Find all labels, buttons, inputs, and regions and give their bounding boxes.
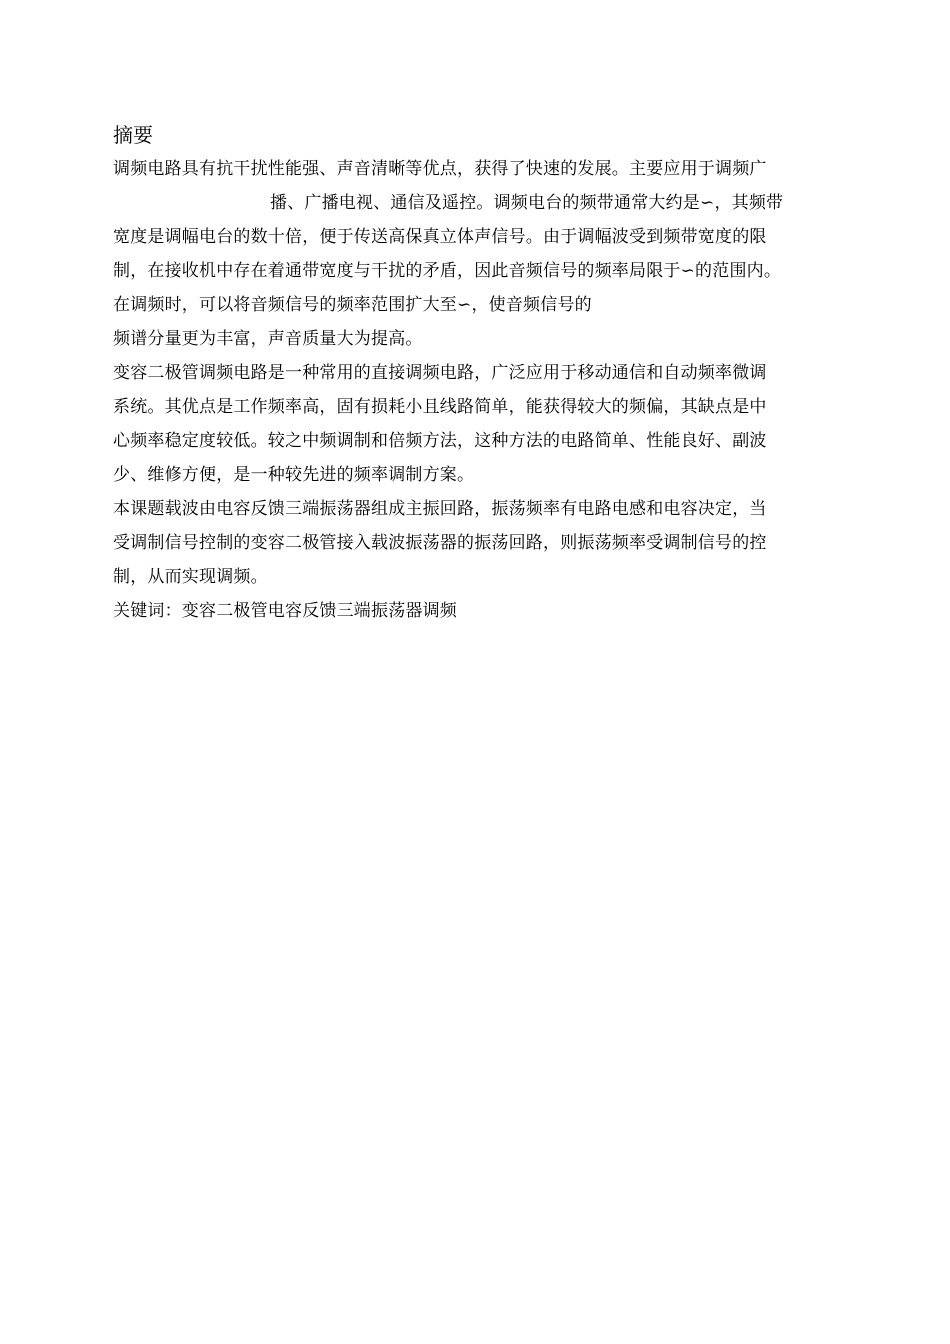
text-line: 制，在接收机中存在着通带宽度与干扰的矛盾，因此音频信号的频率局限于∽的范围内。	[113, 261, 782, 281]
text-line: 频谱分量更为丰富，声音质量大为提高。	[113, 329, 423, 349]
text-line: 心频率稳定度较低。较之中频调制和倍频方法，这种方法的电路简单、性能良好、副波	[113, 431, 767, 451]
abstract-heading: 摘要	[113, 123, 153, 147]
text-line: 播、广播电视、通信及遥控。调频电台的频带通常大约是∽，其频带	[270, 193, 784, 213]
text-line: 受调制信号控制的变容二极管接入载波振荡器的振荡回路，则振荡频率受调制信号的控	[113, 533, 767, 553]
keywords-line: 关键词：变容二极管电容反馈三端振荡器调频	[113, 601, 457, 621]
abstract-paragraph-1	[113, 152, 848, 356]
text-line: 变容二极管调频电路是一种常用的直接调频电路，广泛应用于移动通信和自动频率微调	[113, 363, 767, 383]
text-line: 本课题载波由电容反馈三端振荡器组成主振回路，振荡频率有电路电感和电容决定，当	[113, 499, 767, 519]
text-line: 宽度是调幅电台的数十倍，便于传送高保真立体声信号。由于调幅波受到频带宽度的限	[113, 227, 767, 247]
text-line: 制，从而实现调频。	[113, 567, 268, 587]
abstract-section	[113, 118, 848, 628]
text-line: 少、维修方便，是一种较先进的频率调制方案。	[113, 465, 475, 485]
abstract-paragraph-2	[113, 356, 848, 492]
text-line: 系统。其优点是工作频率高，固有损耗小且线路简单，能获得较大的频偏，其缺点是中	[113, 397, 767, 417]
text-line: 调频电路具有抗干扰性能强、声音清晰等优点，获得了快速的发展。主要应用于调频广	[113, 159, 767, 179]
text-line: 在调频时，可以将音频信号的频率范围扩大至∽，使音频信号的	[113, 295, 592, 315]
abstract-paragraph-3	[113, 492, 848, 594]
